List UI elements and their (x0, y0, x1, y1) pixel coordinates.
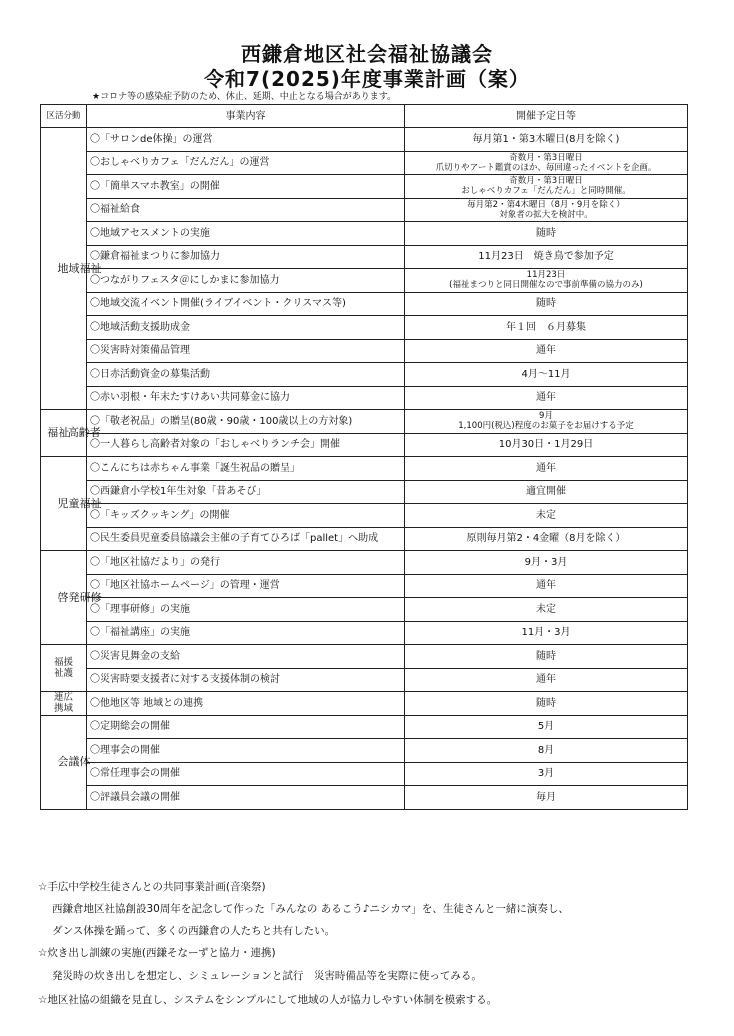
row-schedule: 通年 (405, 339, 688, 363)
row-schedule: 9月・3月 (405, 551, 688, 575)
category-label-outer: 福祉 (47, 426, 70, 439)
row-content: 〇理事会の開催 (87, 739, 405, 763)
table-row (41, 198, 688, 222)
table-row (41, 504, 688, 528)
row-content: 〇鎌倉福祉まつりに参加協力 (87, 245, 405, 269)
row-content: 〇「地区社協だより」の発行 (87, 551, 405, 575)
table-row (41, 151, 688, 175)
table-row (41, 386, 688, 410)
table-row (41, 292, 688, 316)
row-schedule: 奇数月・第3日曜日 おしゃべりカフェ「だんだん」と同時開催。 (405, 175, 688, 199)
header-schedule: 開催予定日等 (405, 105, 688, 128)
notice-text: ★コロナ等の感染症予防のため、休止、延期、中止となる場合があります。 (92, 92, 396, 102)
category-cell (41, 457, 102, 551)
table-row (41, 527, 688, 551)
row-content: 〇民生委員児童委員協議会主催の子育てひろば「pallet」へ助成 (87, 527, 405, 551)
table-row (41, 668, 688, 692)
footer-line-4: ☆炊き出し訓練の実施(西鎌そなーずと協力・連携) (38, 947, 276, 959)
category-label: 地域福祉 (57, 261, 102, 275)
row-content: 〇評議員会議の開催 (87, 786, 405, 810)
row-content: 〇地域交流イベント開催(ライブイベント・クリスマス等) (87, 292, 405, 316)
row-schedule: 3月 (405, 762, 688, 786)
row-content: 〇福祉給食 (87, 198, 405, 222)
row-schedule: 4月～11月 (405, 363, 688, 387)
row-content: 〇災害時対策備品管理 (87, 339, 405, 363)
table-row (41, 316, 688, 340)
table-row (41, 433, 688, 457)
table-row (41, 786, 688, 810)
row-schedule: 11月23日 (福祉まつりと同日開催なので事前準備の協力のみ) (405, 269, 688, 293)
row-content: 〇災害時要支援者に対する支援体制の検討 (87, 668, 405, 692)
header-category: 区活分動 (41, 105, 87, 128)
page-title: 西鎌倉地区社会福祉協議会 (241, 42, 493, 66)
table-row (41, 339, 688, 363)
row-schedule: 5月 (405, 715, 688, 739)
row-content: 〇おしゃべりカフェ「だんだん」の運営 (87, 151, 405, 175)
row-content: 〇他地区等 地域との連携 (87, 692, 405, 716)
row-schedule: 随時 (405, 692, 688, 716)
table-row (41, 363, 688, 387)
table-row (41, 574, 688, 598)
table-row (41, 692, 688, 716)
row-schedule: 年１回 ６月募集 (405, 316, 688, 340)
row-schedule: 11月・3月 (405, 621, 688, 645)
table-row (41, 598, 688, 622)
table-row (41, 480, 688, 504)
category-cell (41, 128, 102, 410)
row-content: 〇赤い羽根・年末たすけあい共同募金に協力 (87, 386, 405, 410)
row-content: 〇常任理事会の開催 (87, 762, 405, 786)
row-content: 〇「理事研修」の実施 (87, 598, 405, 622)
row-content: 〇「簡単スマホ教室」の開催 (87, 175, 405, 199)
footer-line-2: 西鎌倉地区社協創設30周年を記念して作った「みんなの あるこう♪ニシカマ」を、生徒さんと一緒に演奏し、 (52, 903, 569, 915)
row-content: 〇「敬老祝品」の贈呈(80歳・90歳・100歳以上の方対象) (87, 410, 405, 434)
table-row (41, 222, 688, 246)
row-content: 〇西鎌倉小学校1年生対象「昔あそび」 (87, 480, 405, 504)
plan-table (40, 104, 688, 810)
page-subtitle: 令和7(2025)年度事業計画（案） (204, 67, 530, 91)
row-content: 〇地域アセスメントの実施 (87, 222, 405, 246)
table-row (41, 175, 688, 199)
row-schedule: 未定 (405, 504, 688, 528)
table-row (41, 715, 688, 739)
table-row (41, 739, 688, 763)
row-schedule: 毎月第1・第3木曜日(8月を除く) (405, 128, 688, 152)
table-row (41, 621, 688, 645)
table-row (41, 457, 688, 481)
row-schedule: 9月 1,100円(税込)程度のお菓子をお届けする予定 (405, 410, 688, 434)
row-content: 〇日赤活動資金の募集活動 (87, 363, 405, 387)
footer-line-5: 発災時の炊き出しを想定し、シミュレーションと試行 災害時備品等を実際に使ってみる。 (52, 970, 482, 982)
row-content: 〇定期総会の開催 (87, 715, 405, 739)
row-schedule: 通年 (405, 386, 688, 410)
row-content: 〇「キッズクッキング」の開催 (87, 504, 405, 528)
category-label-inner: 高齢者 (67, 426, 101, 439)
footer-line-1: ☆手広中学校生徒さんとの共同事業計画(音楽祭) (38, 881, 266, 893)
table-row (41, 410, 688, 434)
row-content: 〇一人暮らし高齢者対象の「おしゃべりランチ会」開催 (87, 433, 405, 457)
category-cell (41, 645, 87, 692)
row-schedule: 原則毎月第2・4金曜（8月を除く） (405, 527, 688, 551)
footer-line-3: ダンス体操を踊って、多くの西鎌倉の人たちと共有したい。 (52, 925, 336, 937)
table-row (41, 551, 688, 575)
category-label: 連広携域 (53, 692, 73, 715)
category-label: 会議体 (57, 755, 91, 768)
row-content: 〇災害見舞金の支給 (87, 645, 405, 669)
category-cell (41, 410, 101, 457)
row-content: 〇こんにちは赤ちゃん事業「誕生祝品の贈呈」 (87, 457, 405, 481)
row-schedule: 未定 (405, 598, 688, 622)
row-content: 〇地域活動支援助成金 (87, 316, 405, 340)
row-schedule: 通年 (405, 457, 688, 481)
category-label: 福援祉護 (53, 657, 73, 679)
row-schedule: 随時 (405, 645, 688, 669)
row-content: 〇つながりフェスタ＠にしかまに参加協力 (87, 269, 405, 293)
category-label: 児童福祉 (57, 496, 102, 510)
category-cell (41, 692, 87, 716)
row-schedule: 10月30日・1月29日 (405, 433, 688, 457)
footer-line-6: ☆地区社協の組織を見直し、システムをシンプルにして地域の人が協力しやすい体制を模索する。 (38, 994, 498, 1006)
table-row (41, 269, 688, 293)
row-schedule: 毎月 (405, 786, 688, 810)
row-schedule: 毎月第2・第4木曜日（8月・9月を除く） 対象者の拡大を検討中。 (405, 198, 688, 222)
category-label: 啓発研修 (57, 590, 102, 604)
table-row (41, 762, 688, 786)
row-schedule: 8月 (405, 739, 688, 763)
row-schedule: 11月23日 焼き鳥で参加予定 (405, 245, 688, 269)
row-schedule: 奇数月・第3日曜日 爪切りやアート鑑賞のほか、毎回違ったイベントを企画。 (405, 151, 688, 175)
row-content: 〇「福祉講座」の実施 (87, 621, 405, 645)
row-schedule: 随時 (405, 292, 688, 316)
table-row (41, 645, 688, 669)
row-schedule: 通年 (405, 668, 688, 692)
header-content: 事業内容 (87, 105, 405, 128)
table-row (41, 128, 688, 152)
row-schedule: 適宜開催 (405, 480, 688, 504)
table-row (41, 245, 688, 269)
category-cell (41, 715, 91, 809)
row-content: 〇「地区社協ホームページ」の管理・運営 (87, 574, 405, 598)
table-header-row (41, 105, 688, 128)
row-content: 〇「サロンde体操」の運営 (87, 128, 405, 152)
category-cell (41, 551, 102, 645)
row-schedule: 随時 (405, 222, 688, 246)
row-schedule: 通年 (405, 574, 688, 598)
